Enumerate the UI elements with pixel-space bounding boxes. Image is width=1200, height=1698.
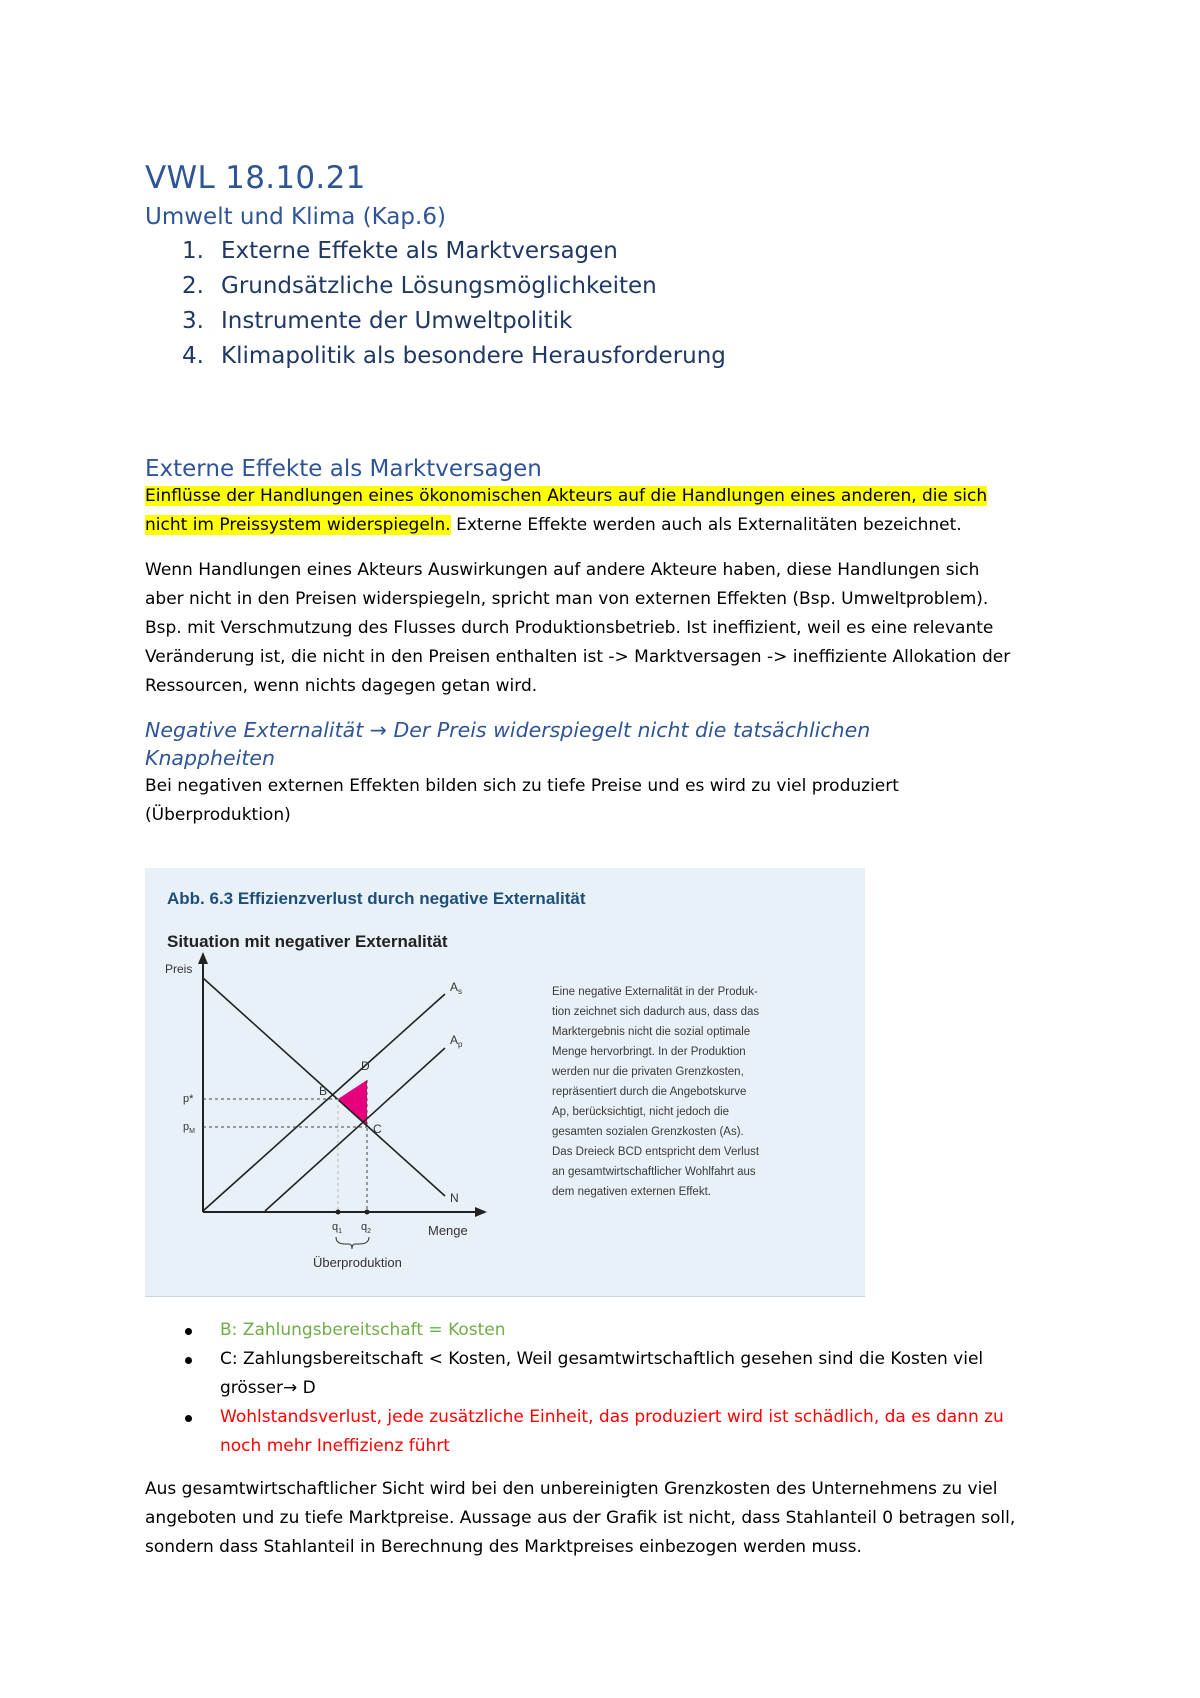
supply-curve-Ap (265, 1048, 445, 1211)
side-text-line: gesamten sozialen Grenzkosten (As). (552, 1126, 744, 1138)
definition-rest: Externe Effekte werden auch als Externalitäten bezeichnet. (450, 515, 962, 535)
side-text-line: Das Dreieck BCD entspricht dem Verlust (552, 1146, 760, 1158)
definition-paragraph (145, 482, 1065, 540)
side-text-line: werden nur die privaten Grenzkosten, (552, 1066, 744, 1078)
paragraph-line: sondern dass Stahlanteil in Berechnung des Marktpreises einbezogen werden muss. (145, 1537, 862, 1557)
label-As: $A_s$ (450, 980, 463, 996)
side-text-line: Marktergebnis nicht die sozial optimale (552, 1026, 751, 1038)
label-q1: $q_1$ (332, 1221, 343, 1235)
toc-item (145, 234, 1065, 269)
y-axis-label: Preis (165, 962, 193, 976)
tick-q1 (336, 1210, 341, 1215)
negative-externality-paragraph (145, 772, 1065, 830)
conclusion-paragraph (145, 1475, 1065, 1562)
paragraph-line: Wenn Handlungen eines Akteurs Auswirkungen auf andere Akteure haben, diese Handlungen sich (145, 560, 980, 580)
toc-item (145, 304, 1065, 339)
bullet-dot-icon (185, 1328, 192, 1335)
side-text-line: Eine negative Externalität in der Produk- (552, 986, 758, 998)
document-subtitle: Umwelt und Klima (Kap.6) (145, 204, 446, 230)
paragraph-line: aber nicht in den Preisen widerspiegeln, spricht man von externen Effekten (Bsp. Umweltproblem). (145, 589, 989, 609)
side-text-line: an gesamtwirtschaftlicher Wohlfahrt aus (552, 1166, 756, 1178)
x-axis-label: Menge (428, 1223, 468, 1238)
table-of-contents (145, 234, 1065, 374)
bullet-item (145, 1316, 1065, 1345)
toc-text: Klimapolitik als besondere Herausforderung (221, 343, 726, 369)
side-text-line: repräsentiert durch die Angebotskurve (552, 1086, 747, 1098)
side-text-line: tion zeichnet sich dadurch aus, dass das (552, 1006, 760, 1018)
bullet-text: Wohlstandsverlust, jede zusätzliche Einheit, das produziert wird ist schädlich, da es dann zu (220, 1407, 1004, 1427)
toc-text: Externe Effekte als Marktversagen (221, 238, 618, 264)
document-page (145, 160, 1065, 830)
bullet-list (145, 1316, 1065, 1461)
label-pstar: p* (183, 1093, 194, 1105)
paragraph-line: (Überproduktion) (145, 805, 291, 825)
label-pm: $p_M$ (183, 1121, 195, 1135)
label-B: B (319, 1084, 328, 1098)
label-Ap: $A_p$ (450, 1033, 463, 1049)
chart-title: Situation mit negativer Externalität (167, 932, 448, 951)
document-title: VWL 18.10.21 (145, 160, 366, 196)
paragraph-line: angeboten und zu tiefe Marktpreise. Aussage aus der Grafik ist nicht, dass Stahlanteil 0 betragen soll, (145, 1508, 1016, 1528)
explanation-paragraph (145, 556, 1065, 701)
bullet-dot-icon (185, 1357, 192, 1364)
sub-heading (145, 716, 1065, 772)
paragraph-line: Bei negativen externen Effekten bilden sich zu tiefe Preise und es wird zu viel produziert (145, 776, 899, 796)
toc-text: Grundsätzliche Lösungsmöglichkeiten (221, 273, 657, 299)
toc-text: Instrumente der Umweltpolitik (221, 308, 573, 334)
bullet-item (145, 1345, 1065, 1403)
paragraph-line: Aus gesamtwirtschaftlicher Sicht wird bei den unbereinigten Grenzkosten des Unternehmens zu viel (145, 1479, 998, 1499)
tick-q2 (365, 1210, 370, 1215)
y-axis-arrow (198, 952, 208, 964)
toc-number: 4. (182, 343, 204, 369)
bullet-text: noch mehr Ineffizienz führt (220, 1436, 450, 1456)
definition-highlight: Einflüsse der Handlungen eines ökonomischen Akteurs auf die Handlungen eines anderen, die sich (145, 486, 988, 506)
x-axis-arrow (475, 1207, 487, 1217)
label-q2: $q_2$ (361, 1221, 372, 1235)
section-heading: Externe Effekte als Marktversagen (145, 456, 542, 482)
figure-caption: Abb. 6.3 Effizienzverlust durch negative Externalität (167, 889, 586, 908)
bullet-text: C: Zahlungsbereitschaft < Kosten, Weil gesamtwirtschaftlich gesehen sind die Kosten viel (220, 1349, 984, 1369)
side-text-line: Menge hervorbringt. In der Produktion (552, 1046, 746, 1058)
sub-heading-line: Knappheiten (145, 746, 275, 770)
figure-efficiency-loss (145, 868, 865, 1297)
definition-highlight: nicht im Preissystem widerspiegeln. (145, 515, 451, 535)
bullet-text: B: Zahlungsbereitschaft = Kosten (220, 1320, 506, 1340)
overproduction-brace (336, 1237, 369, 1249)
figure-side-text (551, 986, 760, 1198)
figure-svg (145, 868, 865, 1296)
toc-number: 1. (182, 238, 204, 264)
paragraph-line: Ressourcen, wenn nichts dagegen getan wird. (145, 676, 538, 696)
label-C: C (373, 1122, 382, 1136)
bullet-dot-icon (185, 1415, 192, 1422)
label-overproduction: Überproduktion (313, 1255, 402, 1270)
side-text-line: dem negativen externen Effekt. (552, 1186, 711, 1198)
paragraph-line: Bsp. mit Verschmutzung des Flusses durch Produktionsbetrieb. Ist ineffizient, weil es eine relevante (145, 618, 994, 638)
paragraph-line: Veränderung ist, die nicht in den Preisen enthalten ist -> Marktversagen -> ineffiziente Allokation der (145, 647, 1011, 667)
toc-number: 3. (182, 308, 204, 334)
bullet-text: grösser→ D (220, 1378, 316, 1398)
supply-curve-As (203, 994, 445, 1211)
toc-item (145, 339, 1065, 374)
sub-heading-line: Negative Externalität → Der Preis widerspiegelt nicht die tatsächlichen (145, 718, 871, 742)
bullet-item (145, 1403, 1065, 1461)
toc-item (145, 269, 1065, 304)
label-N: N (450, 1191, 459, 1205)
side-text-line: Ap, berücksichtigt, nicht jedoch die (552, 1106, 730, 1118)
label-D: D (361, 1059, 370, 1073)
toc-number: 2. (182, 273, 204, 299)
